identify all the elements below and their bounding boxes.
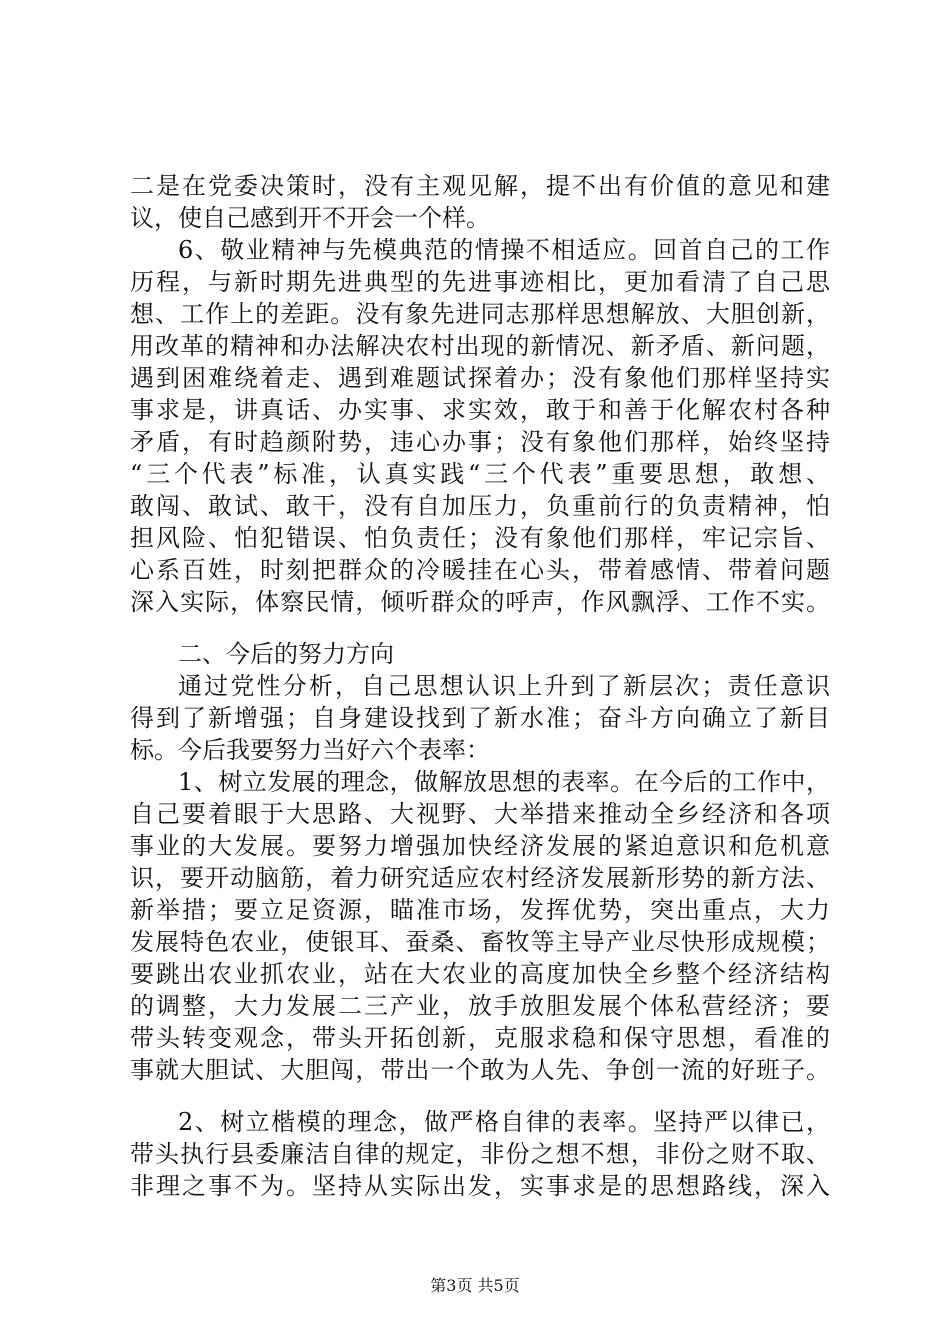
text-line: 的调整，大力发展二三产业，放手放胆发展个体私营经济；要 bbox=[130, 992, 830, 1020]
section-heading: 二、今后的努力方向 bbox=[178, 640, 394, 668]
text-line: 得到了新增强；自身建设找到了新水准；奋斗方向确立了新目 bbox=[130, 704, 830, 732]
text-line: 发展特色农业，使银耳、蚕桑、畜牧等主导产业尽快形成规模； bbox=[130, 928, 830, 956]
paragraph-gap bbox=[130, 1086, 830, 1106]
text-line: “三个代表”标准，认真实践“三个代表”重要思想，敢想、 bbox=[130, 460, 830, 488]
text-line: 历程，与新时期先进典型的先进事迹相比，更加看清了自己思 bbox=[130, 268, 830, 296]
text-line: 自己要着眼于大思路、大视野、大举措来推动全乡经济和各项 bbox=[130, 800, 830, 828]
paragraph-gap bbox=[130, 618, 830, 638]
text-line: 通过党性分析，自己思想认识上升到了新层次；责任意识 bbox=[178, 672, 830, 700]
text-line: 议，使自己感到开不开会一个样。 bbox=[130, 204, 490, 232]
text-line: 遇到困难绕着走、遇到难题试探着办；没有象他们那样坚持实 bbox=[130, 364, 830, 392]
text-line: 深入实际，体察民情，倾听群众的呼声，作风飘浮、工作不实。 bbox=[130, 588, 830, 616]
text-line: 带头执行县委廉洁自律的规定，非份之想不想，非份之财不取、 bbox=[130, 1140, 830, 1168]
text-line: 矛盾，有时趋颜附势，违心办事；没有象他们那样，始终坚持 bbox=[130, 428, 830, 456]
text-line: 带头转变观念，带头开拓创新，克服求稳和保守思想，看准的 bbox=[130, 1024, 830, 1052]
text-line: 事求是，讲真话、办实事、求实效，敢于和善于化解农村各种 bbox=[130, 396, 830, 424]
text-line: 要跳出农业抓农业，站在大农业的高度加快全乡整个经济结构 bbox=[130, 960, 830, 988]
text-line: 敢闯、敢试、敢干，没有自加压力，负重前行的负责精神，怕 bbox=[130, 492, 830, 520]
text-line: 6、敬业精神与先模典范的情操不相适应。回首自己的工作 bbox=[178, 236, 830, 264]
text-line: 非理之事不为。坚持从实际出发，实事求是的思想路线，深入 bbox=[130, 1172, 830, 1200]
document-body bbox=[130, 170, 830, 1202]
text-line: 二是在党委决策时，没有主观见解，提不出有价值的意见和建 bbox=[130, 172, 830, 200]
text-line: 事业的大发展。要努力增强加快经济发展的紧迫意识和危机意 bbox=[130, 832, 830, 860]
text-line: 担风险、怕犯错误、怕负责任；没有象他们那样，牢记宗旨、 bbox=[130, 524, 830, 552]
text-line: 新举措；要立足资源，瞄准市场，发挥优势，突出重点，大力 bbox=[130, 896, 830, 924]
text-line: 用改革的精神和办法解决农村出现的新情况、新矛盾、新问题， bbox=[130, 332, 830, 360]
text-line: 心系百姓，时刻把群众的冷暖挂在心头，带着感情、带着问题 bbox=[130, 556, 830, 584]
text-line: 1、树立发展的理念，做解放思想的表率。在今后的工作中， bbox=[178, 768, 830, 796]
page-footer: 第3页 共5页 bbox=[430, 1276, 520, 1295]
text-line: 2、树立楷模的理念，做严格自律的表率。坚持严以律已， bbox=[178, 1108, 830, 1136]
text-line: 事就大胆试、大胆闯，带出一个敢为人先、争创一流的好班子。 bbox=[130, 1056, 830, 1084]
text-line: 标。今后我要努力当好六个表率： bbox=[130, 736, 490, 764]
text-line: 识，要开动脑筋，着力研究适应农村经济发展新形势的新方法、 bbox=[130, 864, 830, 892]
text-line: 想、工作上的差距。没有象先进同志那样思想解放、大胆创新， bbox=[130, 300, 830, 328]
